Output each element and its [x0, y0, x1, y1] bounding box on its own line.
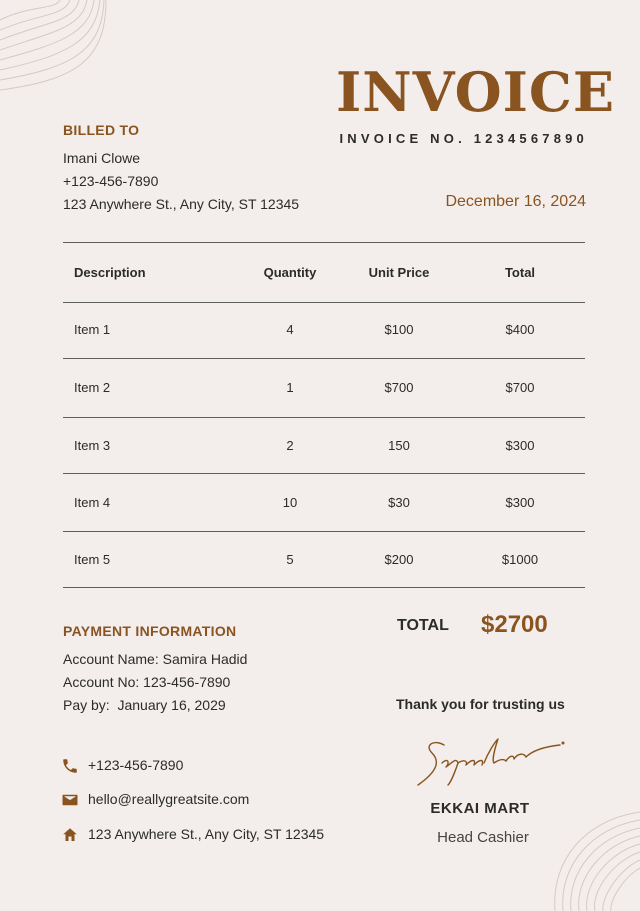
home-icon [61, 826, 79, 844]
contact-phone: +123-456-7890 [88, 757, 184, 773]
row4-unit-price: $30 [388, 495, 410, 510]
company-role: Head Cashier [437, 829, 529, 846]
billed-to-address: 123 Anywhere St., Any City, ST 12345 [63, 196, 300, 212]
row1-unit-price: $100 [384, 322, 414, 337]
invoice-number: INVOICE NO. 1234567890 [339, 131, 588, 146]
row3-unit-price: 150 [388, 438, 410, 453]
contact-address: 123 Anywhere St., Any City, ST 12345 [88, 826, 325, 842]
billed-to-phone: +123-456-7890 [63, 173, 159, 189]
table-header-total: Total [504, 265, 536, 280]
decorative-lines-top-left [0, 0, 110, 95]
row3-quantity: 2 [286, 438, 294, 453]
table-header-description: Description [74, 265, 146, 280]
total-label: TOTAL [397, 617, 449, 634]
table-rule-bottom [63, 587, 585, 588]
payment-account-no: Account No: 123-456-7890 [63, 674, 231, 690]
row1-total: $400 [505, 322, 535, 337]
row1-quantity: 4 [286, 322, 294, 337]
billed-to-name: Imani Clowe [63, 150, 141, 166]
row4-total: $300 [505, 495, 535, 510]
thank-you-message: Thank you for trusting us [396, 696, 565, 712]
table-rule-row2 [63, 417, 585, 418]
row1-description: Item 1 [74, 322, 111, 337]
row2-quantity: 1 [286, 380, 294, 395]
phone-icon [61, 757, 79, 775]
signature [414, 733, 566, 791]
payment-account-name: Account Name: Samira Hadid [63, 651, 248, 667]
payment-heading: PAYMENT INFORMATION [63, 623, 237, 639]
table-rule-row3 [63, 473, 585, 474]
payment-pay-by: Pay by: January 16, 2029 [63, 697, 226, 713]
table-header-unit-price: Unit Price [368, 265, 430, 280]
table-rule-top [63, 242, 585, 243]
table-header-quantity: Quantity [263, 265, 317, 280]
invoice-title: INVOICE [336, 60, 616, 124]
total-value: $2700 [481, 611, 548, 638]
row2-total: $700 [505, 380, 535, 395]
row5-quantity: 5 [286, 552, 294, 567]
row4-description: Item 4 [74, 495, 111, 510]
contact-email: hello@reallygreatsite.com [88, 791, 250, 807]
row5-description: Item 5 [74, 552, 111, 567]
company-name: EKKAI MART [430, 800, 530, 817]
row5-total: $1000 [501, 552, 539, 567]
table-rule-row4 [63, 531, 585, 532]
envelope-icon [61, 791, 79, 809]
row3-description: Item 3 [74, 438, 111, 453]
billed-to-heading: BILLED TO [63, 122, 140, 138]
table-rule-header [63, 302, 585, 303]
invoice-date: December 16, 2024 [445, 193, 586, 210]
row2-unit-price: $700 [384, 380, 414, 395]
row3-total: $300 [505, 438, 535, 453]
row2-description: Item 2 [74, 380, 111, 395]
table-rule-row1 [63, 358, 585, 359]
row5-unit-price: $200 [384, 552, 414, 567]
row4-quantity: 10 [282, 495, 298, 510]
